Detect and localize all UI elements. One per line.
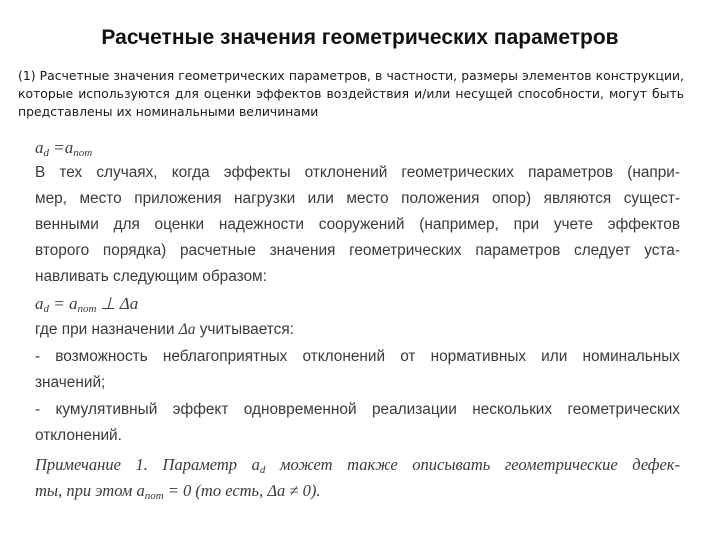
formula2-rhs-sub: nom [77, 303, 97, 315]
body-line-5: навливать следующим образом: [35, 268, 267, 285]
formula1-eq: =a [49, 138, 74, 157]
body-line-4: второго порядка) расчетные значения геометрических параметров следует уста- [35, 242, 680, 259]
intro-paragraph: (1) Расчетные значения геометрических параметров, в частности, размеры элементов конструкции, которые используются для оценки эффектов воздействия и/или несущей способности, могут быть представлены их номинальными величинами [18, 68, 684, 119]
body-line-2: мер, место приложения нагрузки или место положения опор) являются сущест- [35, 190, 680, 207]
formula2-tail: ⊥ Δa [96, 294, 139, 313]
note-line1-a: Примечание 1. Параметр [35, 455, 252, 474]
list-item-1-line-2: значений; [35, 374, 106, 391]
page-title: Расчетные значения геометрических параметров [101, 26, 619, 49]
list-item-2-line-2: отклонений. [35, 427, 122, 444]
where-suffix: учитывается: [195, 321, 294, 338]
body-line-1: В тех случаях, когда эффекты отклонений геометрических параметров (напри- [35, 164, 680, 181]
note-line1-var: a [251, 455, 260, 474]
note-line2-sym: Δa ≠ 0 [267, 481, 311, 500]
formula2-eq: = a [49, 294, 78, 313]
note-line-1 [35, 455, 680, 476]
formula2-lhs: a [35, 294, 44, 313]
note-line1-sub: d [259, 464, 266, 476]
where-symbol: Δa [178, 321, 196, 338]
note-line2-sub: nom [144, 490, 164, 502]
formula-ad-equals-anom [35, 138, 92, 159]
list-item-1-line-1: - возможность неблагоприятных отклонений от нормативных или номинальных [35, 348, 680, 365]
formula-ad-equals-anom-delta [35, 294, 138, 315]
body-line-3: венными для оценки надежности сооружений (например, при учете эффектов [35, 216, 680, 233]
note-line2-var: a [136, 481, 145, 500]
formula1-lhs-sub: d [43, 147, 49, 159]
note-line2-b: = 0 (то есть, [163, 481, 268, 500]
note-line2-a: ты, при этом [35, 481, 137, 500]
formula1-lhs: a [35, 138, 44, 157]
formula1-rhs-sub: nom [73, 147, 93, 159]
where-line [35, 321, 294, 339]
note-line-2 [35, 481, 320, 502]
note-line2-c: ). [310, 481, 321, 500]
where-prefix: где при назначении [35, 321, 179, 338]
formula2-lhs-sub: d [43, 303, 49, 315]
note-line1-b: может также описывать геометрические дефек- [265, 455, 680, 474]
list-item-2-line-1: - кумулятивный эффект одновременной реализации нескольких геометрических [35, 401, 680, 418]
